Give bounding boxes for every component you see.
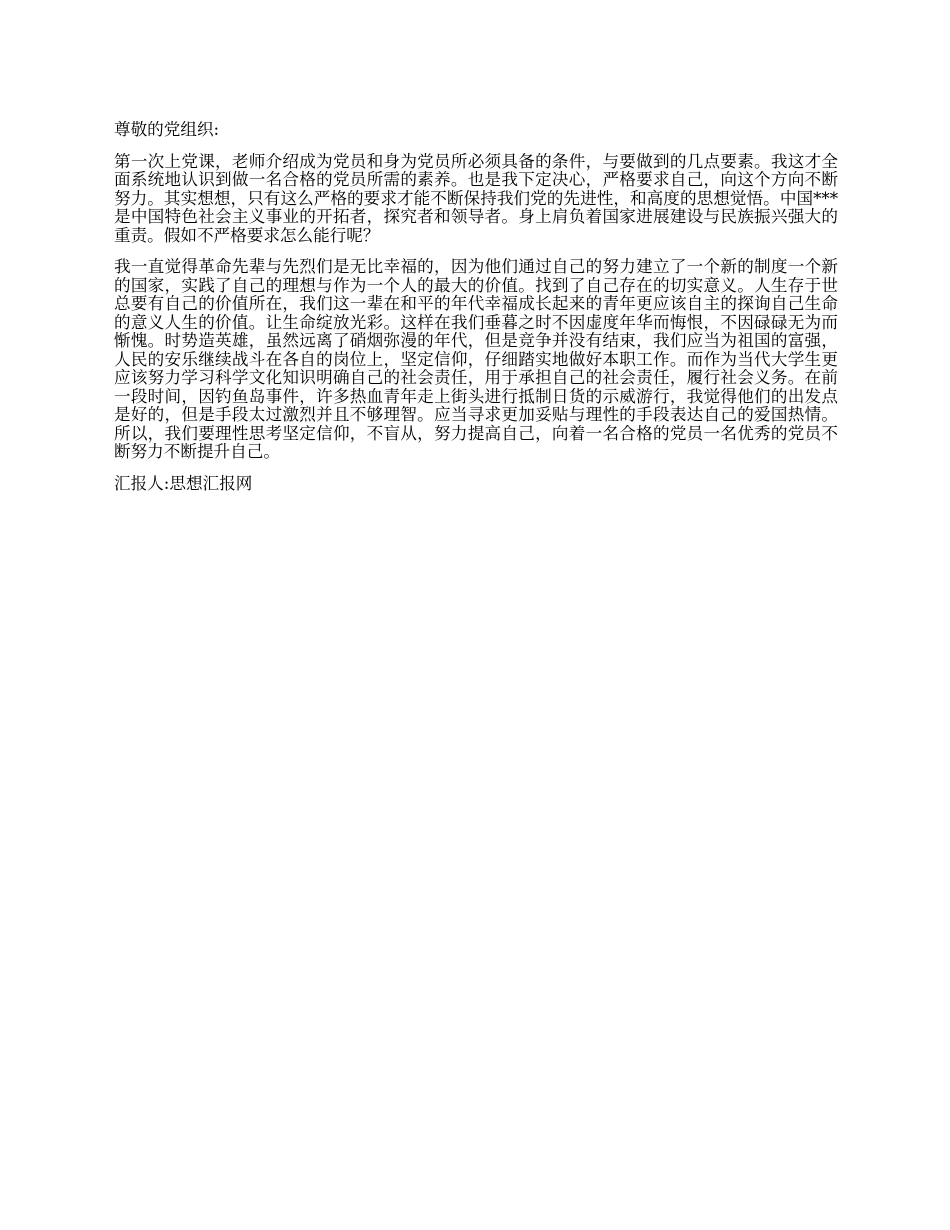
paragraph: 我一直觉得革命先辈与先烈们是无比幸福的，因为他们通过自己的努力建立了一个新的制度一个新的国家，实践了自己的理想与作为一个人的最大的价值。找到了自己存在的切实意义。人生存于世总要有自己的价值所在，我们这一辈在和平的年代幸福成长起来的青年更应该自主的探询自己生命的意义人生的价值。让生命绽放光彩。这样在我们垂暮之时不因虚度年华而悔恨，不因碌碌无为而惭愧。时势造英雄，虽然远离了硝烟弥漫的年代，但是竞争并没有结束，我们应当为祖国的富强，人民的安乐继续战斗在各自的岗位上，坚定信仰，仔细踏实地做好本职工作。而作为当代大学生更应该努力学习科学文化知识明确自己的社会责任，用于承担自己的社会责任，履行社会义务。在前一段时间，因钓鱼岛事件，许多热血青年走上街头进行抵制日货的示威游行，我觉得他们的出发点是好的，但是手段太过激烈并且不够理智。应当寻求更加妥贴与理性的手段表达自己的爱国热情。所以，我们要理性思考坚定信仰，不盲从，努力提高自己，向着一名合格的党员一名优秀的党员不断努力不断提升自己。 [114, 257, 838, 461]
signature: 汇报人:思想汇报网 [114, 473, 253, 493]
paragraph: 第一次上党课，老师介绍成为党员和身为党员所必须具备的条件，与要做到的几点要素。我这才全面系统地认识到做一名合格的党员所需的素养。也是我下定决心，严格要求自己，向这个方向不断努力。其实想想，只有这么严格的要求才能不断保持我们党的先进性，和高度的思想觉悟。中国***是中国特色社会主义事业的开拓者，探究者和领导者。身上肩负着国家进展建设与民族振兴强大的重责。假如不严格要求怎么能行呢？ [114, 151, 838, 245]
salutation: 尊敬的党组织: [114, 120, 220, 139]
document-body [114, 121, 838, 506]
